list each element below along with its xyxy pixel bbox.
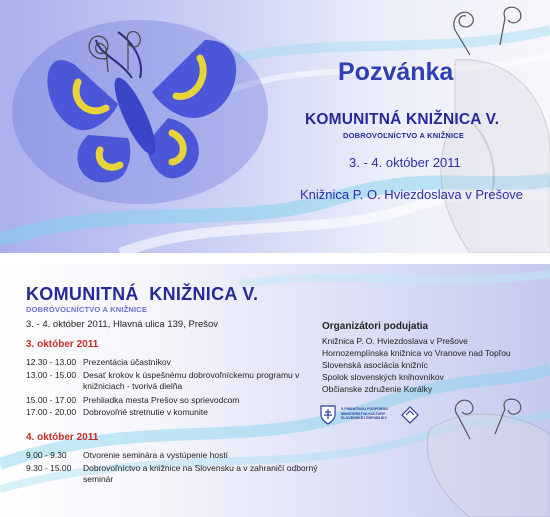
day-heading: 3. október 2011 bbox=[26, 339, 99, 350]
invitation-program bbox=[0, 264, 550, 517]
organizer-item: Občianske združenie Korálky bbox=[322, 384, 433, 394]
schedule-time: 9.30 - 15.00 bbox=[26, 463, 72, 473]
invitation-front bbox=[0, 0, 550, 253]
schedule-time: 9.00 - 9.30 bbox=[26, 450, 67, 460]
schedule-text: Prehliadka mesta Prešov so sprievodcom bbox=[83, 395, 240, 405]
schedule-text: Desať krokov k úspešnému dobrovoľníckemu programu v knižniciach - tvorivá dielňa bbox=[83, 370, 300, 391]
schedule-text: Otvorenie seminára a vystúpenie hostí bbox=[83, 450, 229, 460]
schedule-text: Dobrovoľné stretnutie v komunite bbox=[83, 407, 208, 417]
library-logo-icon bbox=[400, 405, 420, 425]
invitation-title: Pozvánka bbox=[338, 58, 454, 86]
schedule-time: 17.00 - 20.00 bbox=[26, 407, 77, 417]
day-heading: 4. október 2011 bbox=[26, 432, 99, 443]
wave-band bbox=[240, 274, 550, 284]
event-date-place: 3. - 4. október 2011, Hlavná ulica 139, Prešov bbox=[26, 319, 219, 330]
organizers-heading: Organizátori podujatia bbox=[322, 321, 429, 332]
host-library: Knižnica P. O. Hviezdoslava v Prešove bbox=[300, 187, 524, 202]
event-dates: 3. - 4. október 2011 bbox=[349, 155, 461, 170]
schedule-text: Dobrovoľníctvo a knižnice na Slovensku a v zahraničí odborný seminár bbox=[83, 463, 318, 484]
event-subtitle: DOBROVOĽNÍCTVO A KNIŽNICE bbox=[343, 131, 465, 140]
organizer-item: Slovenská asociácia knižníc bbox=[322, 360, 428, 370]
organizer-item: Hornozemplínska knižnica vo Vranove nad Topľou bbox=[322, 348, 511, 358]
spiral-antenna-icon bbox=[454, 7, 521, 55]
slovak-coat-of-arms-icon bbox=[320, 405, 336, 425]
butterfly-illustration bbox=[427, 414, 550, 517]
event-title: KOMUNITNÁ KNIŽNICA V. bbox=[305, 111, 500, 128]
organizer-item: Spolok slovenských knihovníkov bbox=[322, 372, 444, 382]
schedule-time: 15.00 - 17.00 bbox=[26, 395, 77, 405]
schedule-text: Prezentácia účastníkov bbox=[83, 357, 171, 367]
butterfly-illustration bbox=[12, 20, 268, 204]
ministry-logo: S FINANČNOU PODPOROU MINISTERSTVA KULTÚRY SLOVENSKEJ REPUBLIKY bbox=[341, 407, 388, 421]
event-subtitle: DOBROVOĽNÍCTVO A KNIŽNICE bbox=[26, 305, 148, 314]
event-title: KOMUNITNÁ KNIŽNICA V. bbox=[26, 284, 259, 304]
schedule-time: 12.30 - 13.00 bbox=[26, 357, 77, 367]
organizer-item: Knižnica P. O. Hviezdoslava v Prešove bbox=[322, 336, 468, 346]
schedule-time: 13.00 - 15.00 bbox=[26, 370, 77, 380]
